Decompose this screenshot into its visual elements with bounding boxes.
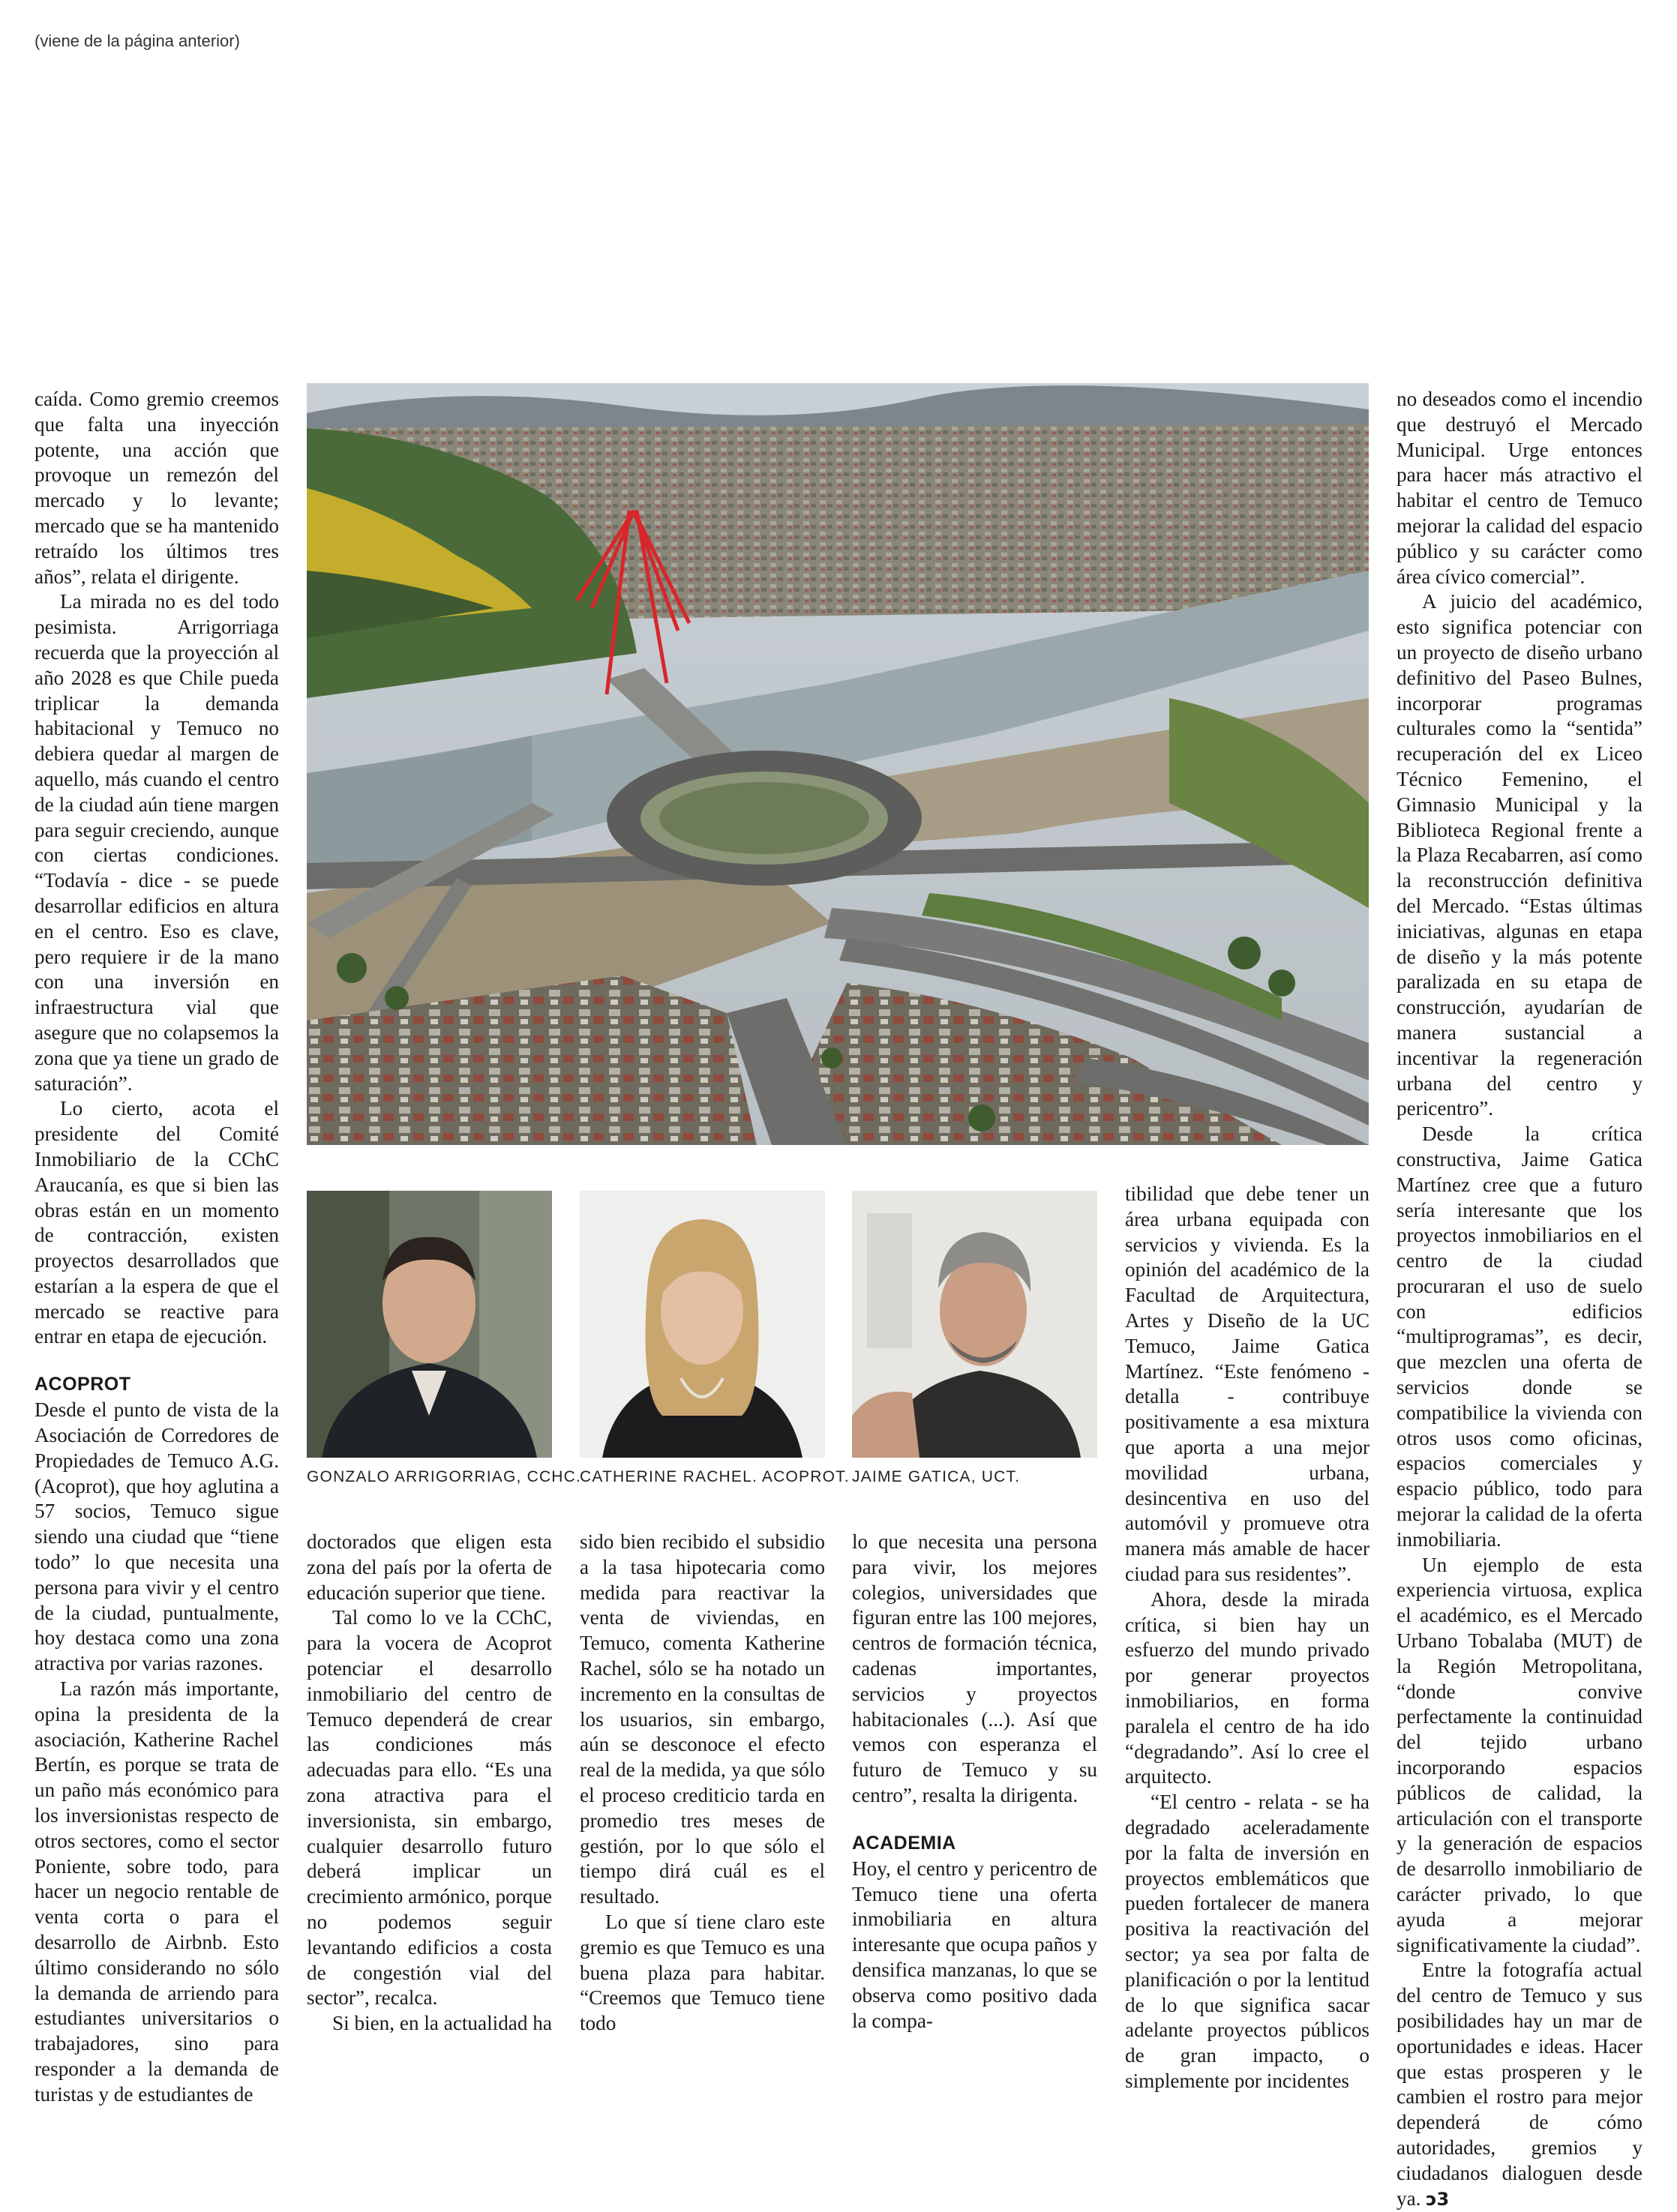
aerial-city-image [307, 383, 1369, 1145]
paragraph: tibilidad que debe tener un área urbana equipada con servicios y vivienda. Es la opinión del académico de la Facultad de Arquitectura, Artes y Diseño de la UC Temuco, Jaime Gatica Martínez. “Este fenómeno - detalla - contribuye positivamente a esa mixtura que aporta a una mejor movilidad urbana, desincentiva en uso del automóvil y promueve otra manera más amable de hacer ciudad para sus residentes”. [1125, 1182, 1370, 1585]
main-photo [307, 383, 1369, 1145]
section-heading-acoprot: ACOPROT [34, 1374, 131, 1395]
paragraph: caída. Como gremio creemos que falta una inyección potente, una acción que provoque un remezón del mercado y lo levante; mercado que se ha mantenido retraído los últimos tres años”, relata el dirigente. [34, 388, 279, 588]
paragraph: Lo que sí tiene claro este gremio es que Temuco es una buena plaza para habitar. “Creemos que Temuco tiene todo [580, 1910, 825, 2035]
paragraph: Si bien, en la actualidad ha [332, 2012, 552, 2035]
paragraph: Desde la crítica constructiva, Jaime Gatica Martínez cree que a futuro sería interesante que los proyectos inmobiliarios en el centro de la ciudad procuraran el uso de suelo con edificios “multiprogramas”, es decir, que mezclen una oferta de servicios donde se compatibilice la vivienda con otros usos como oficinas, espacios comerciales y espacio público, todo para mejorar la calidad de la oferta inmobiliaria. [1396, 1122, 1642, 1551]
caption-arrigorriaga: GONZALO ARRIGORRIAG, CCHC. [307, 1468, 582, 1485]
paragraph: doctorados que eligen esta zona del país por la oferta de educación superior que tiene. [307, 1530, 552, 1604]
paragraph: Hoy, el centro y pericentro de Temuco tiene una oferta inmobiliaria en altura interesante que ocupa paños y densifica manzanas, lo que se observa como positivo dada la compa- [852, 1857, 1097, 2032]
column-2 [307, 1530, 552, 2037]
caption-gatica: JAIME GATICA, UCT. [852, 1468, 1021, 1485]
paragraph: no deseados como el incendio que destruyó el Mercado Municipal. Urge entonces para hacer más atractivo el habitar el centro de Temuco mejorar la calidad del espacio público y su carácter como área cívico comercial”. [1396, 388, 1642, 588]
portrait-rachel [580, 1191, 825, 1458]
portrait-arrigorriaga [307, 1191, 552, 1458]
section-heading-academia: ACADEMIA [852, 1832, 956, 1854]
paragraph: lo que necesita una persona para vivir, los mejores colegios, universidades que figuran entre las 100 mejores, centros de formación técnica, cadenas importantes, servicios y proyectos habitacionales (...). Así que vemos con esperanza el futuro de Temuco y su centro”, resalta la dirigenta. [852, 1530, 1097, 1806]
column-5 [1125, 1182, 1370, 2094]
caption-rachel: CATHERINE RACHEL. ACOPROT. [580, 1468, 850, 1485]
paragraph: Desde el punto de vista de la Asociación de Corredores de Propiedades de Temuco A.G. (Acoprot), que hoy aglutina a 57 socios, Temuco sigue siendo una ciudad que “tiene todo” lo que necesita una persona para vivir y el centro de la ciudad, puntualmente, hoy destaca como una zona atractiva por varias razones. [34, 1398, 279, 1675]
paragraph: La mirada no es del todo pesimista. Arrigorriaga recuerda que la proyección al año 2028 es que Chile pueda triplicar la demanda habitacional y Temuco no debiera quedar al margen de aquello, más cuando el centro de la ciudad aún tiene margen para seguir creciendo, aunque con ciertas condiciones. “Todavía - dice - se puede desarrollar edificios en altura en el centro. Eso es clave, pero requiere ir de la mano con una inversión en infraestructura vial que asegure que no colapsemos la zona que ya tiene un grado de saturación”. [34, 590, 279, 1095]
paragraph: Lo cierto, acota el presidente del Comité Inmobiliario de la CChC Araucanía, es que si bien las obras están en un momento de contracción, existen proyectos desarrollados que estarían a la espera de que el mercado se reactive para entrar en etapa de ejecución. [34, 1097, 279, 1348]
portrait-gatica [852, 1191, 1097, 1458]
column-4 [852, 1530, 1097, 2034]
paragraph: sido bien recibido el subsidio a la tasa hipotecaria como medida para reactivar la venta de viviendas, en Temuco, comenta Katherine Rachel, sólo se ha notado un incremento en la consultas de los usuarios, sin embargo, aún se desconoce el efecto real de la medida, ya que sólo el proceso crediticio tarda en promedio tres meses de gestión, por lo que sólo el tiempo dirá cuál es el resultado. [580, 1530, 825, 1908]
column-3 [580, 1530, 825, 2037]
paragraph-text: Entre la fotografía actual del centro de Temuco y sus posibilidades hay un mar de oportunidades e ideas. Hacer que estas prosperen y le cambien el rostro para mejor dependerá de cómo autoridades, gremios y ciudadanos dialoguen desde ya. [1396, 1959, 1642, 2210]
paragraph: Ahora, desde la mirada crítica, si bien hay un esfuerzo del mundo privado por generar proyectos inmobiliarios, en forma paralela el centro de ha ido “degradando”. Así lo cree el arquitecto. [1125, 1587, 1370, 1788]
paragraph: “El centro - relata - se ha degradado aceleradamente por la falta de inversión en proyectos emblemáticos que pueden fortalecer de manera positiva la reactivación del sector; ya sea por falta de planificación o por la lentitud de lo que significa sacar adelante proyectos públicos de gran impacto, o simplemente por incidentes [1125, 1791, 1370, 2092]
column-6 [1396, 387, 1642, 2212]
paragraph: A juicio del académico, esto significa potenciar con un proyecto de diseño urbano definitivo del Paseo Bulnes, incorporar programas culturales como la “sentida” recuperación del ex Liceo Técnico Femenino, el Gimnasio Municipal y la Biblioteca Regional frente a la Plaza Recabarren, así como la reconstrucción definitiva del Mercado. “Estas últimas iniciativas, algunas en etapa de diseño y la más potente paralizada en su etapa de construcción, ayudarían de manera sustancial a incentivar la regeneración urbana del centro y pericentro”. [1396, 590, 1642, 1120]
paragraph: Un ejemplo de esta experiencia virtuosa, explica el académico, es el Mercado Urbano Tobalaba (MUT) de la Región Metropolitana, “donde convive perfectamente la continuidad del tejido urbano incorporando espacios públicos de calidad, la articulación con el transporte y la generación de espacios de desarrollo inmobiliario de carácter privado, lo que ayuda a mejorar significativamente la ciudad”. [1396, 1553, 1642, 1956]
column-1 [34, 387, 279, 2108]
continued-note: (viene de la página anterior) [34, 31, 240, 50]
paragraph: Tal como lo ve la CChC, para la vocera de Acoprot potenciar el desarrollo inmobiliario del centro de Temuco dependerá de crear las condiciones más adecuadas para ello. “Es una zona atractiva para el inversionista, sin embargo, cualquier desarrollo futuro deberá implicar un crecimiento armónico, porque no podemos seguir levantando edificios a costa de congestión vial del sector”, recalca. [307, 1606, 552, 2010]
end-of-article-icon: ↄ3 [1426, 2188, 1450, 2210]
paragraph: La razón más importante, opina la presidenta de la asociación, Katherine Rachel Bertín, es porque se trata de un paño más económico para los inversionistas respecto de otros sectores, como el sector Poniente, sobre todo, para hacer un negocio rentable de venta corta o para el desarrollo de Airbnb. Esto último considerando no sólo la demanda de arriendo para estudiantes universitarios o trabajadores, sino para responder a la demanda de turistas y de estudiantes de [34, 1677, 279, 2106]
paragraph [1396, 1958, 1642, 2212]
